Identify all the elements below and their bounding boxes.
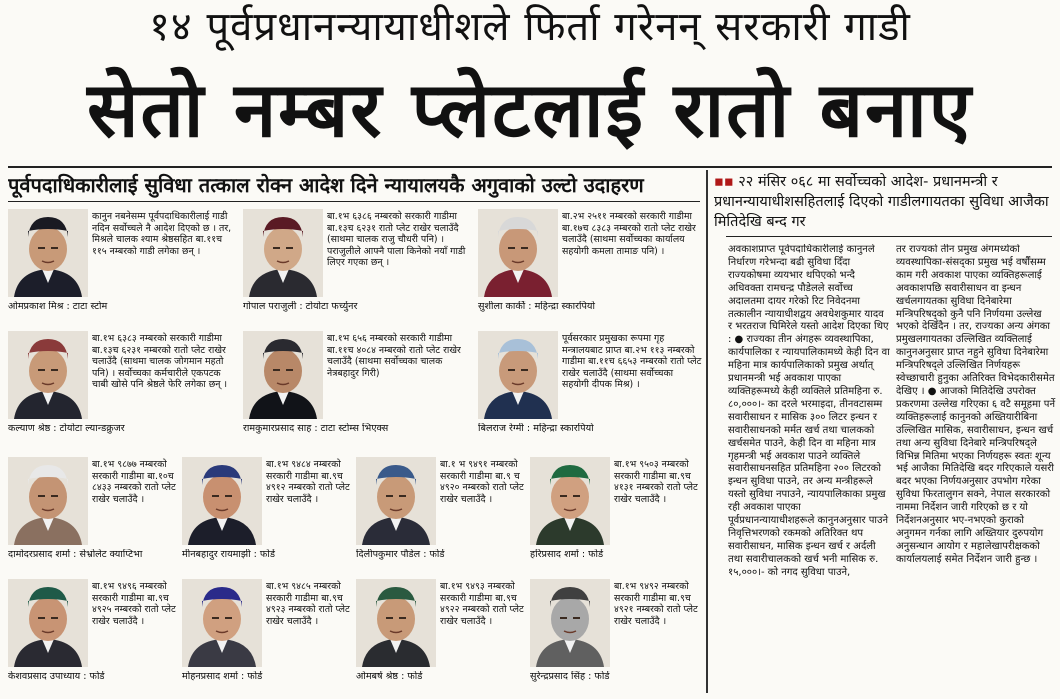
portrait-image bbox=[243, 331, 323, 419]
portrait-caption: दामोदरप्रसाद शर्मा : सेभ्रोलेट क्याप्टिभा bbox=[8, 549, 143, 560]
portrait-card bbox=[478, 209, 704, 329]
portrait-caption: कल्याण श्रेष्ठ : टोयोटा ल्यान्डक्रुजर bbox=[8, 423, 125, 434]
portrait-photo bbox=[243, 331, 323, 419]
portrait-image bbox=[356, 579, 436, 667]
portrait-caption: ओमबर्ष श्रेष्ठ : फोर्ड bbox=[356, 671, 423, 682]
portrait-text: बा.१ भ ९४९१ नम्बरको सरकारी गाडीमा बा.९ च ४९२० नम्बरको रातो प्लेट राखेर चलाउँदै । bbox=[440, 459, 524, 505]
portrait-card bbox=[8, 579, 178, 699]
portrait-text: बा.१भ ९८७७ नम्बरको सरकारी गाडीमा बा.१०च ८४३३ नम्बरको रातो प्लेट राखेर चलाउँदै । bbox=[92, 459, 176, 505]
subheading: पूर्वपदाधिकारीलाई सुविधा तत्काल रोक्न आदेश दिने न्यायालयकै अगुवाको उल्टो उदाहरण bbox=[8, 173, 644, 197]
right-heading-text: २२ मंसिर ०६८ मा सर्वोच्चको आदेश- प्रधानमन्त्री र प्रधानन्यायाधीशसहितलाई दिएको गाडीलगायतका सुविधा आजैका मितिदेखि बन्द गर bbox=[714, 174, 1049, 230]
portrait-caption: मीनबहादुर रायमाझी : फोर्ड bbox=[182, 549, 275, 560]
portrait-grid bbox=[4, 205, 704, 693]
portrait-photo bbox=[8, 579, 88, 667]
body-column-1: अवकाशप्राप्त पूर्वपदाधिकारीलाई कानुनले निर्धारण गरेभन्दा बढी सुविधा दिँदा राज्यकोषमा व्ययभार थपिएको भन्दै अधिवक्ता रामचन्द्र पौडेलले सर्वोच्च अदालतमा दायर गरेको रिट निवेदनमा तत्कालीन न्यायाधीशद्वय अवधेशकुमार यादव र भरतराज घिमिरेले यस्तो आदेश दिएका थिए : ● राज्यका तीन अंगहरू व्यवस्थापिका, कार्यपालिका र न्यायपालिकामध्ये केही दिन वा महिना मात्र कार्यपालिकाको प्रमुख अर्थात् प्रधानमन्त्री भई अवकाश पाएका व्यक्तिहरूमध्ये केही व्यक्तिले प्रतिमहिना रु. ८०,०००।- का दरले भरमाइदा, तीनवटासम्म सवारीसाधन र मासिक ३०० लिटर इन्धन र सवारीसाधनको मर्मत खर्च तथा चालकको खर्चसमेत पाउने, केही दिन वा महिना मात्र गृहमन्त्री भई अवकाश पाउने व्यक्तिले सवारीसाधनसहित प्रतिमहिना २०० लिटरको इन्धन सुविधा पाउने, तर अन्य मन्त्रीहरूले यस्तो सुविधा नपाउने, न्यायपालिकाका प्रमुख रही अवकाश पाएका पूर्वप्रधानन्यायाधीशहरूले कानुनअनुसार पाउने निवृत्तिभरणको रकमको अतिरिक्त थप सवारीसाधन, मासिक इन्धन खर्च र अर्दली तथा सवारीचालकको खर्च भनी मासिक रु. १५,०००।- को नगद सुविधा पाउने, bbox=[728, 244, 890, 578]
portrait-caption: ओमप्रकाश मिश्र : टाटा स्टोम bbox=[8, 301, 108, 312]
portrait-caption: केशवप्रसाद उपाध्याय : फोर्ड bbox=[8, 671, 105, 682]
portrait-card bbox=[478, 331, 704, 451]
portrait-image bbox=[478, 331, 558, 419]
portrait-photo bbox=[182, 457, 262, 545]
portrait-image bbox=[8, 579, 88, 667]
portrait-image bbox=[530, 457, 610, 545]
body-column-2: तर राज्यको तीन प्रमुख अंगमध्येको व्यवस्थापिका-संसद्का प्रमुख भई वर्षौंसम्म काम गरी अवकाश पाएका व्यक्तिहरूलाई अवकाशपछि सवारीसाधन वा इन्धन खर्चलगायतका सुविधा दिनेबारेमा मन्त्रिपरिषद्को कुनै पनि निर्णयमा उल्लेख भएको देखिँदैन । तर, राज्यका अन्य अंगका प्रमुखलगायतका उल्लिखित व्यक्तिलाई कानुनअनुसार प्राप्त नहुने सुविधा दिनेबारेमा मन्त्रिपरिषद्ले उल्लिखित निर्णयहरू स्वेच्छाचारी हुनुका अतिरिक्त विभेदकारीसमेत देखिए । ● आजको मितिदेखि उपरोक्त प्रकरणमा उल्लेख गरिएका ६ वटै समूहमा पर्ने व्यक्तिहरूलाई कानुनको अख्तियारीबिना उल्लिखित मासिक, सवारीसाधन, इन्धन खर्च तथा अन्य सुविधा दिनेबारे मन्त्रिपरिषद्ले विभिन्न मितिमा भएका निर्णयहरू स्वतः शून्य भई आजैका मितिदेखि बदर गरिएकाले यसरी बदर भएका निर्णयअनुसार उपभोग गरेका सुविधा फिरतालुगन सक्ने, नेपाल सरकारको नाममा निर्देशन जारी गरिएको छ र यो निर्देशनअनुसार भए-नभएको कुराको अनुगमन गर्नका लागि अख्तियार दुरुपयोग अनुसन्धान आयोग र महालेखापरीक्षकको कार्यालयलाई समेत निर्देशन जारी हुन्छ । bbox=[896, 244, 1056, 565]
portrait-image bbox=[243, 209, 323, 297]
portrait-caption: बिलराज रेग्मी : महिन्द्रा स्कारपियो bbox=[478, 423, 594, 434]
portrait-image bbox=[182, 579, 262, 667]
right-heading bbox=[714, 172, 1060, 232]
portrait-photo bbox=[182, 579, 262, 667]
portrait-photo bbox=[8, 331, 88, 419]
portrait-text: बा.२भ २५११ नम्बरको सरकारी गाडीमा बा.१७च ८३८३ नम्बरको रातो प्लेट राखेर चलाउँदै (साथमा सर्वोच्चका कार्यालय सहयोगी कमला तामाङ पनि) । bbox=[562, 211, 696, 257]
portrait-photo bbox=[478, 331, 558, 419]
portrait-caption: सुशीला कार्की : महिन्द्रा स्कारपियो bbox=[478, 301, 595, 312]
portrait-caption: गोपाल पराजुली : टोयोटा फर्च्युनर bbox=[243, 301, 358, 312]
portrait-card bbox=[530, 457, 700, 577]
portrait-image bbox=[182, 457, 262, 545]
portrait-photo bbox=[530, 579, 610, 667]
portrait-image bbox=[356, 457, 436, 545]
portrait-image bbox=[478, 209, 558, 297]
portrait-image bbox=[8, 331, 88, 419]
portrait-text: बा.१भ ९४९२ नम्बरको सरकारी गाडीमा बा.९च ४९२१ नम्बरको रातो प्लेट राखेर चलाउँदै । bbox=[614, 581, 698, 627]
portrait-image bbox=[8, 209, 88, 297]
portrait-photo bbox=[243, 209, 323, 297]
column-divider bbox=[706, 170, 708, 693]
portrait-card bbox=[8, 331, 234, 451]
portrait-photo bbox=[356, 579, 436, 667]
main-headline: सेतो नम्बर प्लेटलाई रातो बनाए bbox=[87, 65, 973, 154]
portrait-caption: हरिप्रसाद शर्मा : फोर्ड bbox=[530, 549, 604, 560]
portrait-text: बा.१भ ९५०३ नम्बरको सरकारी गाडीमा बा.९च ४१३१ नम्बरको रातो प्लेट राखेर चलाउँदै । bbox=[614, 459, 698, 505]
top-rule bbox=[8, 166, 1052, 168]
portrait-photo bbox=[530, 457, 610, 545]
kicker-headline: १४ पूर्वप्रधानन्यायाधीशले फिर्ता गरेनन् सरकारी गाडी bbox=[149, 4, 911, 50]
portrait-text: कानुन नबनेसम्म पूर्वपदाधिकारीलाई गाडी नदिन सर्वोच्चले नै आदेश दिएको छ । तर, मिश्रले चालक श्याम श्रेष्ठसहित बा.११च ११५ नम्बरको गाडी लगेका छन् । bbox=[92, 211, 232, 257]
portrait-card bbox=[530, 579, 700, 699]
portrait-text: बा.१भ ९४९३ नम्बरको सरकारी गाडीमा बा.९च ४९२२ नम्बरको रातो प्लेट राखेर चलाउँदै । bbox=[440, 581, 524, 627]
portrait-caption: दिलीपकुमार पौडेल : फोर्ड bbox=[356, 549, 445, 560]
portrait-image bbox=[8, 457, 88, 545]
portrait-card bbox=[356, 457, 526, 577]
bullet-icon: ▪▪ bbox=[714, 174, 734, 190]
portrait-photo bbox=[356, 457, 436, 545]
portrait-text: पूर्वसरकार प्रमुखका रूपमा गृह मन्त्रालयबाट प्राप्त बा.२भ ११३ नम्बरको गाडीमा बा.११च ६६५३ नम्बरको रातो प्लेट राखेर चलाउँदै (साथमा सर्वोच्चका सहयोगी दीपक मिश्र) । bbox=[562, 333, 702, 391]
portrait-caption: सुरेन्द्रप्रसाद सिंह : फोर्ड bbox=[530, 671, 610, 682]
right-rule bbox=[726, 236, 1052, 237]
portrait-card bbox=[8, 209, 234, 329]
portrait-photo bbox=[8, 457, 88, 545]
portrait-card bbox=[243, 331, 469, 451]
portrait-text: बा.१भ ६३८३ नम्बरको सरकारी गाडीमा बा.१३च ६२३१ नम्बरको रातो प्लेट राखेर चलाउँदै (साथमा चालक जोगमान महतो पनि) । सर्वोच्चका कर्मचारीले एकपटक चाबी खोसे पनि श्रेष्ठले फेरि लगेका छन् । bbox=[92, 333, 228, 391]
portrait-text: बा.१भ ६३८६ नम्बरको सरकारी गाडीमा बा.१३च ६२३१ रातो प्लेट राखेर चलाउँदै (साथमा चालक राजु चौधरी पनि) । पराजुलीले आफ्नै पाला किनेको नयाँ गाडी लिएर गएका छन् । bbox=[327, 211, 466, 269]
sub-rule bbox=[8, 201, 700, 202]
portrait-text: बा.१भ ९४८४ नम्बरको सरकारी गाडीमा बा.९च ४९१२ नम्बरको रातो प्लेट राखेर चलाउँदै । bbox=[266, 459, 350, 505]
portrait-card bbox=[356, 579, 526, 699]
portrait-photo bbox=[8, 209, 88, 297]
portrait-card bbox=[243, 209, 469, 329]
portrait-text: बा.१भ ६५६ नम्बरको सरकारी गाडीमा बा.११च ४०८४ नम्बरको रातो प्लेट राखेर चलाउँदै (साथमा सर्वोच्चका चालक नेत्रबहादुर गिरी) bbox=[327, 333, 461, 379]
portrait-card bbox=[8, 457, 178, 577]
portrait-text: बा.१भ ९४८५ नम्बरको सरकारी गाडीमा बा.९च ४९२३ नम्बरको रातो प्लेट राखेर चलाउँदै । bbox=[266, 581, 350, 627]
portrait-image bbox=[530, 579, 610, 667]
portrait-text: बा.१भ ९४९६ नम्बरको सरकारी गाडीमा बा.९च ४९२५ नम्बरको रातो प्लेट राखेर चलाउँदै । bbox=[92, 581, 176, 627]
portrait-card bbox=[182, 579, 352, 699]
portrait-caption: रामकुमारप्रसाद साह : टाटा स्टोम्स भिएक्स bbox=[243, 423, 389, 434]
portrait-card bbox=[182, 457, 352, 577]
portrait-photo bbox=[478, 209, 558, 297]
portrait-caption: मोहनप्रसाद शर्मा : फोर्ड bbox=[182, 671, 263, 682]
